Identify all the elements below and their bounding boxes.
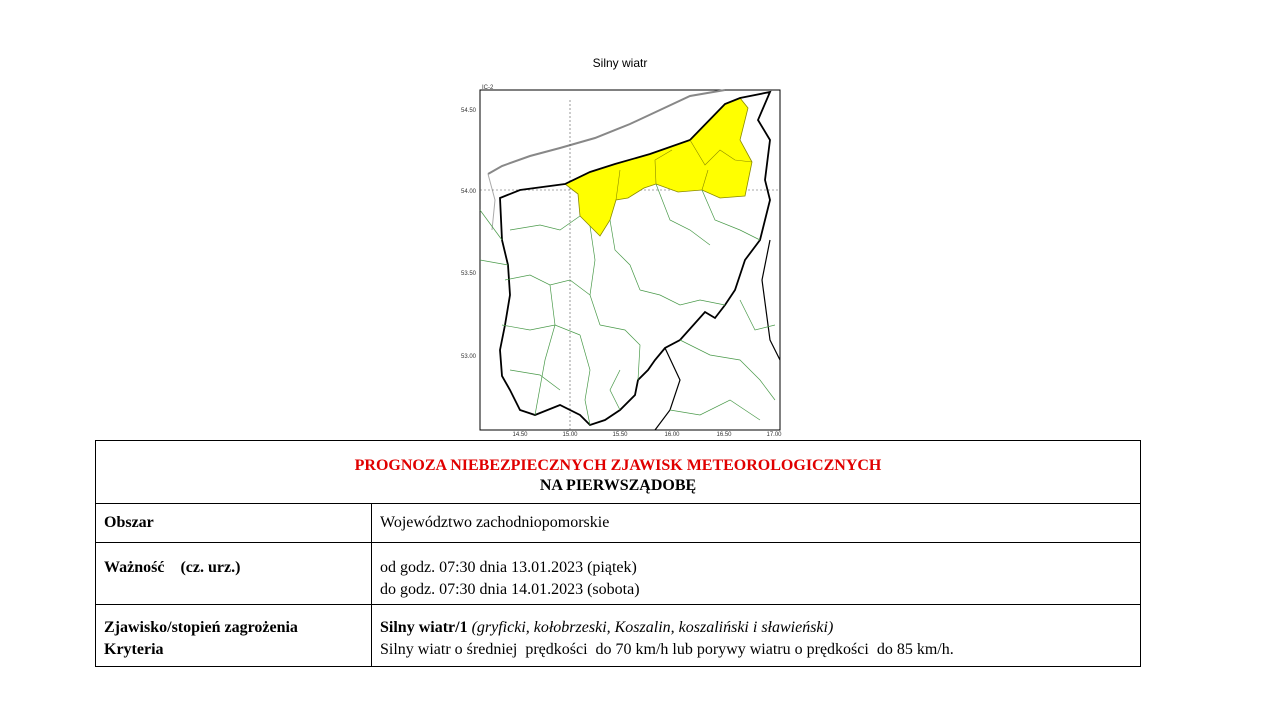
area-value: Województwo zachodniopomorskie [372, 504, 1141, 543]
table-row-phenomenon [96, 605, 1141, 667]
validity-from: od godz. 07:30 dnia 13.01.2023 (piątek) [380, 559, 637, 576]
lon-label: 17.00 [766, 432, 782, 438]
map-svg [440, 80, 790, 440]
phenomenon-name: Silny wiatr/1 [380, 619, 468, 636]
lon-label: 16.50 [716, 432, 732, 438]
header-subtitle: NA PIERWSZĄDOBĘ [539, 477, 697, 494]
lat-label: 53.50 [460, 271, 476, 277]
criteria-text: Silny wiatr o średniej prędkości do 70 km/h lub porywy wiatru o prędkości do 85 km/h. [380, 641, 954, 658]
table-row-area [96, 504, 1141, 543]
phenomenon-label: Zjawisko/stopień zagrożenia [104, 619, 298, 636]
lat-label: 54.00 [460, 189, 476, 195]
criteria-label: Kryteria [104, 641, 164, 658]
phenomenon-labels [96, 605, 372, 667]
header-title: PROGNOZA NIEBEZPIECZNYCH ZJAWISK METEOROLOGICZNYCH [354, 457, 882, 474]
phenomenon-value [372, 605, 1141, 667]
validity-value [372, 543, 1141, 605]
validity-to: do godz. 07:30 dnia 14.01.2023 (sobota) [380, 581, 640, 598]
lon-label: 14.50 [512, 432, 528, 438]
area-label: Obszar [96, 504, 372, 543]
lon-label: 16.00 [664, 432, 680, 438]
validity-label [96, 543, 372, 605]
validity-label-text: Ważność (cz. urz.) [104, 559, 241, 576]
forecast-table [95, 440, 1141, 667]
lat-label: 54.50 [460, 108, 476, 114]
table-header [96, 441, 1141, 504]
corner-label: IC-2 [482, 85, 494, 91]
warning-map [440, 80, 790, 440]
lat-label: 53.00 [460, 354, 476, 360]
table-row-validity [96, 543, 1141, 605]
lon-label: 15.50 [612, 432, 628, 438]
lon-label: 15.00 [562, 432, 578, 438]
phenomenon-areas: (gryficki, kołobrzeski, Koszalin, koszaliński i sławieński) [471, 619, 834, 636]
map-title: Silny wiatr [592, 56, 648, 70]
